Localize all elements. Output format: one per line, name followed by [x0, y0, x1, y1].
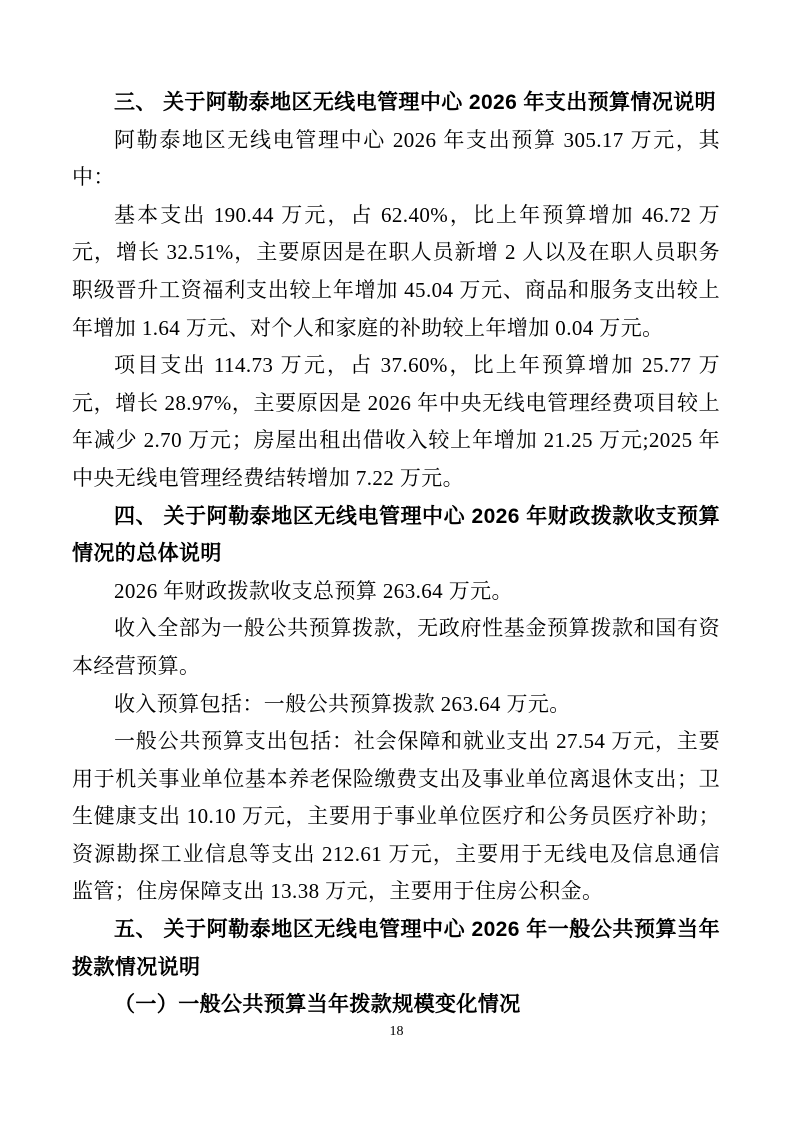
- paragraph-income-source: 收入全部为一般公共预算拨款，无政府性基金预算拨款和国有资本经营预算。: [72, 616, 720, 678]
- paragraph-total-expenditure: 阿勒泰地区无线电管理中心 2026 年支出预算 305.17 万元，其中：: [72, 127, 720, 190]
- paragraph-basic-expenditure: 基本支出 190.44 万元，占 62.40%，比上年预算增加 46.72 万元，增长 32.51%，主要原因是在职人员新增 2 人以及在职人员职务职级晋升工资福利支出较上年增加 45.04 万元、商品和服务支出较上年增加 1.64 万元、对个人和家庭的补助较上年增加 0.04 万元。: [72, 202, 720, 340]
- paragraph-public-budget-expenditure-breakdown: 一般公共预算支出包括：社会保障和就业支出 27.54 万元，主要用于机关事业单位基本养老保险缴费支出及事业单位离退休支出；卫生健康支出 10.10 万元，主要用于事业单位医疗和公务员医疗补助；资源勘探工业信息等支出 212.61 万元，主要用于无线电及信息通信监管；住房保障支出 13.38 万元，主要用于住房公积金。: [72, 729, 720, 904]
- paragraph-income-budget-includes: 收入预算包括：一般公共预算拨款 263.64 万元。: [114, 691, 571, 716]
- document-body: [72, 84, 720, 1024]
- section-heading-current-year-appropriation: 五、 关于阿勒泰地区无线电管理中心 2026 年一般公共预算当年拨款情况说明: [72, 918, 720, 979]
- section-heading-expenditure-budget: 三、 关于阿勒泰地区无线电管理中心 2026 年支出预算情况说明: [114, 91, 717, 114]
- subsection-heading-appropriation-scale-change: （一）一般公共预算当年拨款规模变化情况: [114, 993, 521, 1017]
- section-heading-fiscal-appropriation-overview: 四、 关于阿勒泰地区无线电管理中心 2026 年财政拨款收支预算情况的总体说明: [72, 504, 720, 566]
- page-footer: [0, 1022, 793, 1040]
- paragraph-fiscal-total-budget: 2026 年财政拨款收支总预算 263.64 万元。: [114, 578, 513, 603]
- page-number: 18: [389, 1024, 404, 1039]
- paragraph-project-expenditure: 项目支出 114.73 万元，占 37.60%，比上年预算增加 25.77 万元，增长 28.97%，主要原因是 2026 年中央无线电管理经费项目较上年减少 2.70 万元；房屋出租出借收入较上年增加 21.25 万元;2025 年中央无线电管理经费结转增加 7.22 万元。: [72, 353, 720, 490]
